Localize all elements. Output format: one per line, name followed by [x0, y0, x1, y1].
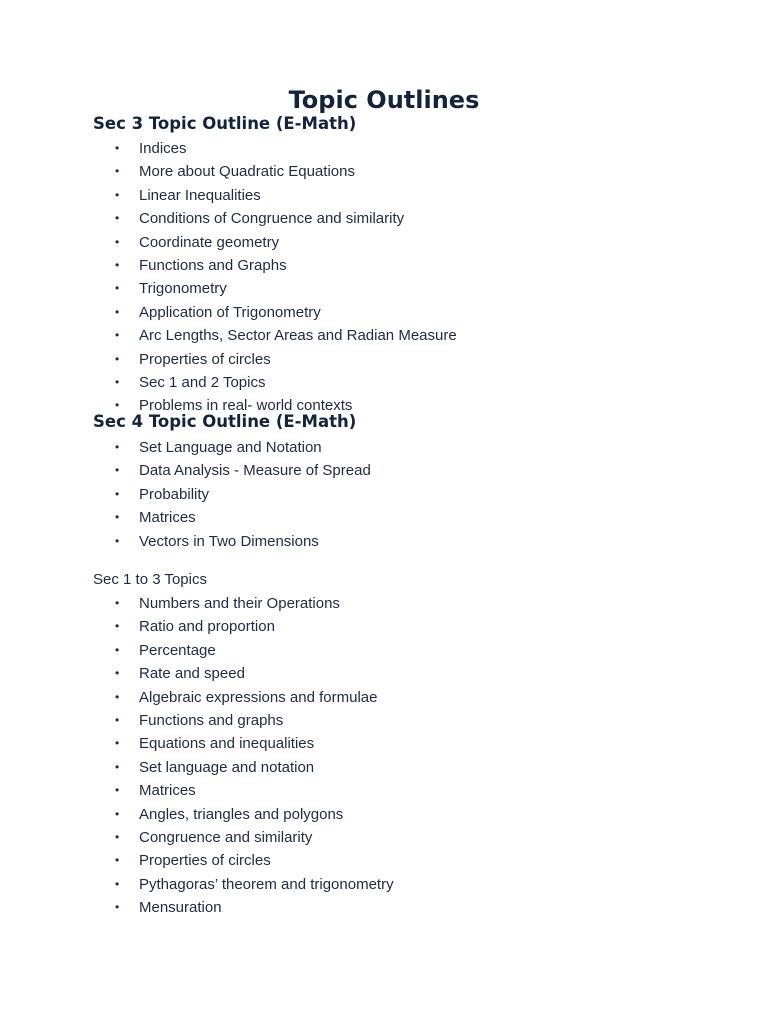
bullet-icon: •: [115, 374, 120, 389]
bullet-icon: •: [115, 440, 120, 454]
sec4-heading: Sec 4 Topic Outline (E-Math): [93, 412, 357, 431]
list-item-label: Pythagoras’ theorem and trigonometry: [139, 875, 394, 893]
bullet-icon: •: [115, 351, 120, 366]
bullet-icon: •: [115, 642, 120, 657]
list-item-label: Conditions of Congruence and similarity: [139, 210, 405, 228]
list-item-label: Functions and graphs: [139, 711, 284, 729]
list-item-label: Properties of circles: [139, 852, 271, 870]
bullet-icon: •: [115, 164, 120, 179]
bullet-icon: •: [115, 853, 120, 868]
sec3-heading: Sec 3 Topic Outline (E-Math): [93, 114, 357, 133]
bullet-icon: •: [115, 806, 120, 821]
list-item-label: Probability: [139, 485, 210, 503]
list-item-label: Coordinate geometry: [139, 233, 280, 251]
bullet-icon: •: [115, 328, 120, 343]
list-item-label: Matrices: [139, 782, 196, 800]
bullet-icon: •: [115, 281, 120, 296]
list-item-label: Set Language and Notation: [139, 439, 322, 456]
page-title: Topic Outlines: [288, 86, 480, 114]
bullet-icon: •: [115, 759, 120, 774]
bullet-icon: •: [115, 187, 120, 202]
list-item-label: Mensuration: [139, 899, 222, 917]
list-item-label: Functions and Graphs: [139, 256, 287, 274]
list-item-label: Trigonometry: [139, 280, 227, 298]
list-item-label: Rate and speed: [139, 665, 245, 683]
bullet-icon: •: [115, 876, 120, 891]
list-item-label: Set language and notation: [139, 758, 315, 776]
list-item-label: Ratio and proportion: [139, 618, 275, 636]
bullet-icon: •: [115, 510, 120, 525]
bullet-icon: •: [115, 596, 120, 610]
bullet-icon: •: [115, 398, 120, 413]
list-item-label: Application of Trigonometry: [139, 303, 321, 321]
bullet-icon: •: [115, 533, 120, 548]
bullet-icon: •: [115, 463, 120, 478]
list-item-label: Data Analysis - Measure of Spread: [139, 462, 371, 480]
bullet-icon: •: [115, 736, 120, 751]
list-item-label: Equations and inequalities: [139, 735, 315, 753]
bullet-icon: •: [115, 783, 120, 798]
bullet-icon: •: [115, 900, 120, 915]
list-item-label: Numbers and their Operations: [139, 595, 340, 612]
bullet-icon: •: [115, 666, 120, 681]
bullet-icon: •: [115, 712, 120, 727]
list-item-label: Matrices: [139, 509, 196, 527]
bullet-icon: •: [115, 234, 120, 249]
bullet-icon: •: [115, 486, 120, 501]
bullet-icon: •: [115, 141, 120, 155]
bullet-icon: •: [115, 829, 120, 844]
bullet-icon: •: [115, 619, 120, 634]
bullet-icon: •: [115, 304, 120, 319]
bullet-icon: •: [115, 257, 120, 272]
list-item-label: Vectors in Two Dimensions: [139, 532, 319, 550]
list-item-label: Indices: [139, 140, 187, 157]
bullet-icon: •: [115, 211, 120, 226]
list-item-label: Arc Lengths, Sector Areas and Radian Measure: [139, 327, 457, 345]
list-item-label: Properties of circles: [139, 350, 271, 368]
list-item-label: Congruence and similarity: [139, 828, 313, 846]
list-item-label: More about Quadratic Equations: [139, 163, 355, 181]
list-item-label: Percentage: [139, 641, 216, 659]
sec1to3-heading: Sec 1 to 3 Topics: [93, 571, 207, 588]
list-item-label: Angles, triangles and polygons: [139, 805, 344, 823]
list-item-label: Sec 1 and 2 Topics: [139, 373, 266, 391]
list-item-label: Algebraic expressions and formulae: [139, 688, 378, 706]
bullet-icon: •: [115, 689, 120, 704]
list-item-label: Problems in real- world contexts: [139, 397, 353, 415]
list-item-label: Linear Inequalities: [139, 186, 261, 204]
